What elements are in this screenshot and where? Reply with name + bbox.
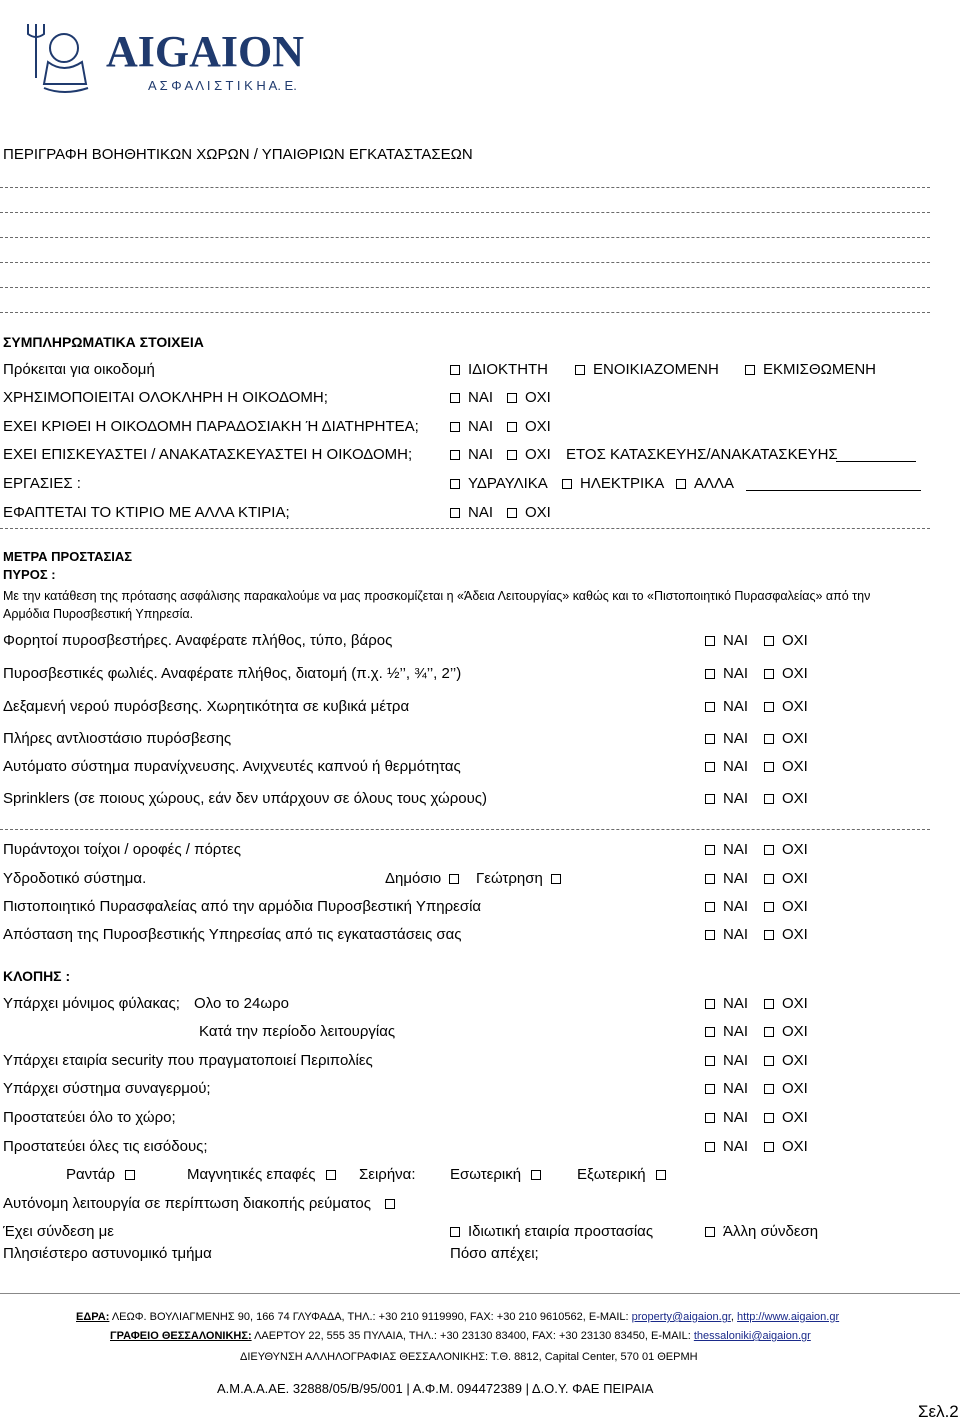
checkbox-yes[interactable] bbox=[705, 1056, 715, 1066]
checkbox-no[interactable] bbox=[764, 702, 774, 712]
option-label: ΙΔΙΟΚΤΗΤΗ bbox=[468, 361, 549, 378]
year-input-line[interactable] bbox=[836, 461, 916, 462]
yes-label: ΝΑΙ bbox=[723, 790, 749, 807]
protects-entrances: Προστατεύει όλες τις εισόδους; bbox=[3, 1138, 208, 1155]
question-whole-building: ΧΡΗΣΙΜΟΠΟΙΕΙΤΑΙ ΟΛΟΚΛΗΡΗ Η ΟΙΚΟΔΟΜΗ; bbox=[3, 389, 328, 406]
checkbox-other-connection[interactable] bbox=[705, 1227, 715, 1237]
checkbox-yes[interactable] bbox=[705, 1113, 715, 1123]
checkbox-yes[interactable] bbox=[705, 669, 715, 679]
magnetic-label: Μαγνητικές επαφές bbox=[187, 1166, 316, 1183]
fire-note: Με την κατάθεση της πρότασης ασφάλισης παρακαλούμε να μας προσκομίζεται η «Άδεια Λειτουργίας» καθώς και το «Πιστοποιητικό Πυρασφαλείας» από την bbox=[3, 589, 871, 603]
yes-label: ΝΑΙ bbox=[723, 698, 749, 715]
no-label: ΟΧΙ bbox=[782, 995, 808, 1012]
dotted-line bbox=[0, 212, 930, 213]
no-label: ΟΧΙ bbox=[782, 1023, 808, 1040]
alarm-system: Υπάρχει σύστημα συναγερμού; bbox=[3, 1080, 211, 1097]
checkbox-autonomous[interactable] bbox=[385, 1199, 395, 1209]
fire-certificate: Πιστοποιητικό Πυρασφαλείας από την αρμόδια Πυροσβεστική Υπηρεσία bbox=[3, 898, 482, 915]
checkbox-no[interactable] bbox=[764, 794, 774, 804]
yes-label: ΝΑΙ bbox=[468, 446, 494, 463]
option-label: ΑΛΛΑ bbox=[694, 475, 735, 492]
question-traditional: ΕΧΕΙ ΚΡΙΘΕΙ Η ΟΙΚΟΔΟΜΗ ΠΑΡΑΔΟΣΙΑΚΗ Ή ΔΙΑΤΗΡΗΤΕΑ; bbox=[3, 418, 419, 435]
fire-extinguishers: Φορητοί πυροσβεστήρες. Αναφέρατε πλήθος, τύπο, βάρος bbox=[3, 632, 393, 649]
page-number: Σελ.2 bbox=[918, 1402, 959, 1421]
yes-label: ΝΑΙ bbox=[723, 1080, 749, 1097]
no-label: ΟΧΙ bbox=[782, 665, 808, 682]
checkbox-yes[interactable] bbox=[705, 702, 715, 712]
autonomous-label: Αυτόνομη λειτουργία σε περίπτωση διακοπής ρεύματος bbox=[3, 1195, 371, 1212]
theft-title: ΚΛΟΠΗΣ : bbox=[3, 968, 71, 984]
no-label: ΟΧΙ bbox=[782, 790, 808, 807]
distance-label: Πόσο απέχει; bbox=[450, 1245, 539, 1262]
checkbox-no[interactable] bbox=[764, 762, 774, 772]
no-label: ΟΧΙ bbox=[525, 389, 551, 406]
yes-label: ΝΑΙ bbox=[723, 841, 749, 858]
no-label: ΟΧΙ bbox=[782, 632, 808, 649]
checkbox-yes[interactable] bbox=[450, 422, 460, 432]
pump-station: Πλήρες αντλιοστάσιο πυρόσβεσης bbox=[3, 730, 232, 747]
no-label: ΟΧΙ bbox=[782, 1109, 808, 1126]
fire-detection: Αυτόματο σύστημα πυρανίχνευσης. Ανιχνευτές καπνού ή θερμότητας bbox=[3, 758, 461, 775]
yes-label: ΝΑΙ bbox=[468, 389, 494, 406]
checkbox-yes[interactable] bbox=[705, 874, 715, 884]
thes-email-link[interactable]: thessaloniki@aigaion.gr bbox=[693, 1330, 811, 1342]
supplementary-title: ΣΥΜΠΛΗΡΩΜΑΤΙΚΑ ΣΤΟΙΧΕΙΑ bbox=[3, 334, 204, 350]
no-label: ΟΧΙ bbox=[782, 758, 808, 775]
hq-address: ΛΕΩΦ. ΒΟΥΛΙΑΓΜΕΝΗΣ 90, 166 74 ΓΛΥΦΑΔΑ, ΤΗΛ.: +30 210 9119990, FAX: +30 210 9610562, E-MAIL: bbox=[111, 1311, 629, 1323]
checkbox-external[interactable] bbox=[656, 1170, 666, 1180]
hq-email-link[interactable]: property@aigaion.gr bbox=[631, 1311, 731, 1323]
fire-note-cont: Αρμόδια Πυροσβεστική Υπηρεσία. bbox=[3, 607, 194, 621]
yes-label: ΝΑΙ bbox=[723, 665, 749, 682]
checkbox-no[interactable] bbox=[764, 930, 774, 940]
dotted-line bbox=[0, 187, 930, 188]
checkbox-borehole[interactable] bbox=[551, 874, 561, 884]
checkbox-yes[interactable] bbox=[705, 1084, 715, 1094]
no-label: ΟΧΙ bbox=[782, 1080, 808, 1097]
dotted-line bbox=[0, 829, 930, 830]
yes-label: ΝΑΙ bbox=[723, 758, 749, 775]
checkbox-private-security[interactable] bbox=[450, 1227, 460, 1237]
yes-label: ΝΑΙ bbox=[723, 730, 749, 747]
protection-title: ΜΕΤΡΑ ΠΡΟΣΤΑΣΙΑΣ bbox=[3, 549, 133, 564]
yes-label: ΝΑΙ bbox=[723, 898, 749, 915]
checkbox-other[interactable] bbox=[676, 479, 686, 489]
section-title: ΠΕΡΙΓΡΑΦΗ ΒΟΗΘΗΤΙΚΩΝ ΧΩΡΩΝ / ΥΠΑΙΘΡΙΩΝ ΕΓΚΑΤΑΣΤΑΣΕΩΝ bbox=[3, 146, 473, 163]
sprinklers: Sprinklers (σε ποιους χώρους, εάν δεν υπάρχουν σε όλους τους χώρους) bbox=[3, 790, 488, 807]
checkbox-no[interactable] bbox=[507, 508, 517, 518]
yes-label: ΝΑΙ bbox=[723, 1138, 749, 1155]
checkbox-no[interactable] bbox=[764, 636, 774, 646]
footer-mail-address: ΔΙΕΥΘΥΝΣΗ ΑΛΛΗΛΟΓΡΑΦΙΑΣ ΘΕΣΣΑΛΟΝΙΚΗΣ: Τ.Θ. 8812, Capital Center, 570 01 ΘΕΡΜΗ bbox=[240, 1351, 698, 1363]
connection-label: Έχει σύνδεση με bbox=[3, 1223, 114, 1240]
police-station-label: Πλησιέστερο αστυνομικό τμήμα bbox=[3, 1245, 212, 1262]
yes-label: ΝΑΙ bbox=[723, 1109, 749, 1126]
question-building-type: Πρόκειται για οικοδομή bbox=[3, 361, 155, 378]
yes-label: ΝΑΙ bbox=[723, 632, 749, 649]
dotted-line bbox=[0, 237, 930, 238]
year-label: ΕΤΟΣ ΚΑΤΑΣΚΕΥΗΣ/ΑΝΑΚΑΤΑΣΚΕΥΗΣ bbox=[566, 446, 838, 463]
dotted-line bbox=[0, 287, 930, 288]
no-label: ΟΧΙ bbox=[525, 504, 551, 521]
no-label: ΟΧΙ bbox=[782, 698, 808, 715]
yes-label: ΝΑΙ bbox=[723, 870, 749, 887]
yes-label: ΝΑΙ bbox=[723, 995, 749, 1012]
no-label: ΟΧΙ bbox=[782, 898, 808, 915]
yes-label: ΝΑΙ bbox=[723, 1052, 749, 1069]
checkbox-yes[interactable] bbox=[705, 845, 715, 855]
footer-thessaloniki bbox=[110, 1330, 811, 1342]
checkbox-no[interactable] bbox=[764, 669, 774, 679]
checkbox-owner[interactable] bbox=[450, 365, 460, 375]
fire-station-distance: Απόσταση της Πυροσβεστικής Υπηρεσίας από τις εγκαταστάσεις σας bbox=[3, 926, 462, 943]
thes-address: ΛΑΕΡΤΟΥ 22, 555 35 ΠΥΛΑΙΑ, ΤΗΛ.: +30 23130 83400, FAX: +30 23130 83450, E-MAIL: bbox=[254, 1330, 691, 1342]
checkbox-yes[interactable] bbox=[705, 636, 715, 646]
checkbox-yes[interactable] bbox=[705, 762, 715, 772]
no-label: ΟΧΙ bbox=[782, 870, 808, 887]
fire-walls: Πυράντοχοι τοίχοι / οροφές / πόρτες bbox=[3, 841, 241, 858]
water-tank: Δεξαμενή νερού πυρόσβεσης. Χωρητικότητα σε κυβικά μέτρα bbox=[3, 698, 410, 715]
no-label: ΟΧΙ bbox=[782, 1052, 808, 1069]
option-label: ΕΚΜΙΣΘΩΜΕΝΗ bbox=[763, 361, 876, 378]
logo-subtitle: Α Σ Φ Α Λ Ι Σ Τ Ι Κ Η Α. Ε. bbox=[148, 78, 297, 93]
checkbox-no[interactable] bbox=[764, 902, 774, 912]
security-patrols: Υπάρχει εταιρία security που πραγματοποιεί Περιπολίες bbox=[3, 1052, 373, 1069]
checkbox-yes[interactable] bbox=[705, 902, 715, 912]
checkbox-plumbing[interactable] bbox=[450, 479, 460, 489]
water-supply: Υδροδοτικό σύστημα. bbox=[3, 870, 147, 887]
guard-question: Υπάρχει μόνιμος φύλακας; bbox=[3, 995, 180, 1012]
yes-label: ΝΑΙ bbox=[723, 926, 749, 943]
checkbox-no[interactable] bbox=[507, 393, 517, 403]
checkbox-no[interactable] bbox=[764, 1142, 774, 1152]
internal-label: Εσωτερική bbox=[450, 1166, 522, 1183]
other-input-line[interactable] bbox=[746, 490, 921, 491]
dotted-line bbox=[0, 312, 930, 313]
checkbox-yes[interactable] bbox=[705, 1142, 715, 1152]
fire-title: ΠΥΡΟΣ : bbox=[3, 567, 56, 582]
footer-divider bbox=[0, 1293, 960, 1294]
option-label: ΥΔΡΑΥΛΙΚΑ bbox=[468, 475, 548, 492]
yes-label: ΝΑΙ bbox=[468, 504, 494, 521]
checkbox-yes[interactable] bbox=[705, 930, 715, 940]
question-works: ΕΡΓΑΣΙΕΣ : bbox=[3, 475, 81, 492]
thes-label: ΓΡΑΦΕΙΟ ΘΕΣΣΑΛΟΝΙΚΗΣ: bbox=[110, 1330, 252, 1342]
private-security-label: Ιδιωτική εταιρία προστασίας bbox=[468, 1223, 654, 1240]
other-connection-label: Άλλη σύνδεση bbox=[723, 1223, 819, 1240]
fire-hose-reels: Πυροσβεστικές φωλιές. Αναφέρατε πλήθος, διατομή (π.χ. ½’’, ¾’’, 2’’) bbox=[3, 665, 462, 682]
no-label: ΟΧΙ bbox=[782, 1138, 808, 1155]
checkbox-public[interactable] bbox=[449, 874, 459, 884]
checkbox-radar[interactable] bbox=[125, 1170, 135, 1180]
hq-label: ΕΔΡΑ: bbox=[76, 1311, 110, 1323]
public-supply-label: Δημόσιο bbox=[385, 870, 442, 887]
checkbox-rented[interactable] bbox=[575, 365, 585, 375]
radar-label: Ραντάρ bbox=[66, 1166, 116, 1183]
no-label: ΟΧΙ bbox=[525, 418, 551, 435]
checkbox-no[interactable] bbox=[764, 1056, 774, 1066]
no-label: ΟΧΙ bbox=[782, 926, 808, 943]
footer-registration: Α.Μ.Α.Α.ΑΕ. 32888/05/Β/95/001 | Α.Φ.Μ. 094472389 | Δ.Ο.Υ. ΦΑΕ ΠΕΙΡΑΙΑ bbox=[217, 1381, 654, 1396]
poseidon-icon bbox=[28, 24, 88, 92]
checkbox-no[interactable] bbox=[764, 1113, 774, 1123]
checkbox-internal[interactable] bbox=[531, 1170, 541, 1180]
protects-whole-area: Προστατεύει όλο το χώρο; bbox=[3, 1109, 176, 1126]
checkbox-yes[interactable] bbox=[450, 393, 460, 403]
checkbox-yes[interactable] bbox=[705, 794, 715, 804]
question-renovated: ΕΧΕΙ ΕΠΙΣΚΕΥΑΣΤΕΙ / ΑΝΑΚΑΤΑΣΚΕΥΑΣΤΕΙ Η ΟΙΚΟΔΟΜΗ; bbox=[3, 446, 413, 463]
checkbox-yes[interactable] bbox=[450, 450, 460, 460]
no-label: ΟΧΙ bbox=[782, 841, 808, 858]
guard-24h: Ολο το 24ωρο bbox=[194, 995, 289, 1012]
company-logo bbox=[8, 18, 408, 100]
yes-label: ΝΑΙ bbox=[723, 1023, 749, 1040]
yes-label: ΝΑΙ bbox=[468, 418, 494, 435]
checkbox-electrical[interactable] bbox=[562, 479, 572, 489]
dotted-line bbox=[0, 528, 930, 529]
checkbox-no[interactable] bbox=[764, 999, 774, 1009]
checkbox-no[interactable] bbox=[507, 422, 517, 432]
website-link[interactable]: http://www.aigaion.gr bbox=[737, 1311, 840, 1323]
borehole-label: Γεώτρηση bbox=[476, 870, 543, 887]
checkbox-leased[interactable] bbox=[745, 365, 755, 375]
footer-hq: ΕΔΡΑ: ΛΕΩΦ. ΒΟΥΛΙΑΓΜΕΝΗΣ 90, 166 74 ΓΛΥΦΑΔΑ, ΤΗΛ.: +30 210 9119990, FAX: +30 210 9610562, E-MAIL: property@aigaion.gr, http://www.aigaion.gr bbox=[76, 1311, 840, 1323]
external-label: Εξωτερική bbox=[577, 1166, 646, 1183]
checkbox-yes[interactable] bbox=[705, 734, 715, 744]
question-adjacent: ΕΦΑΠΤΕΤΑΙ ΤΟ ΚΤΙΡΙΟ ΜΕ ΑΛΛΑ ΚΤΙΡΙΑ; bbox=[3, 504, 290, 521]
checkbox-yes[interactable] bbox=[705, 1027, 715, 1037]
checkbox-no[interactable] bbox=[764, 845, 774, 855]
dotted-line bbox=[0, 262, 930, 263]
checkbox-no[interactable] bbox=[764, 874, 774, 884]
no-label: ΟΧΙ bbox=[782, 730, 808, 747]
checkbox-no[interactable] bbox=[764, 734, 774, 744]
no-label: ΟΧΙ bbox=[525, 446, 551, 463]
checkbox-no[interactable] bbox=[764, 1027, 774, 1037]
siren-label: Σειρήνα: bbox=[359, 1166, 416, 1183]
checkbox-no[interactable] bbox=[507, 450, 517, 460]
checkbox-magnetic[interactable] bbox=[326, 1170, 336, 1180]
logo-name: AIGAION bbox=[106, 27, 305, 76]
checkbox-yes[interactable] bbox=[705, 999, 715, 1009]
option-label: ΕΝΟΙΚΙΑΖΟΜΕΝΗ bbox=[593, 361, 719, 378]
checkbox-no[interactable] bbox=[764, 1084, 774, 1094]
guard-working-hours: Κατά την περίοδο λειτουργίας bbox=[199, 1023, 396, 1040]
option-label: ΗΛΕΚΤΡΙΚΑ bbox=[580, 475, 665, 492]
checkbox-yes[interactable] bbox=[450, 508, 460, 518]
